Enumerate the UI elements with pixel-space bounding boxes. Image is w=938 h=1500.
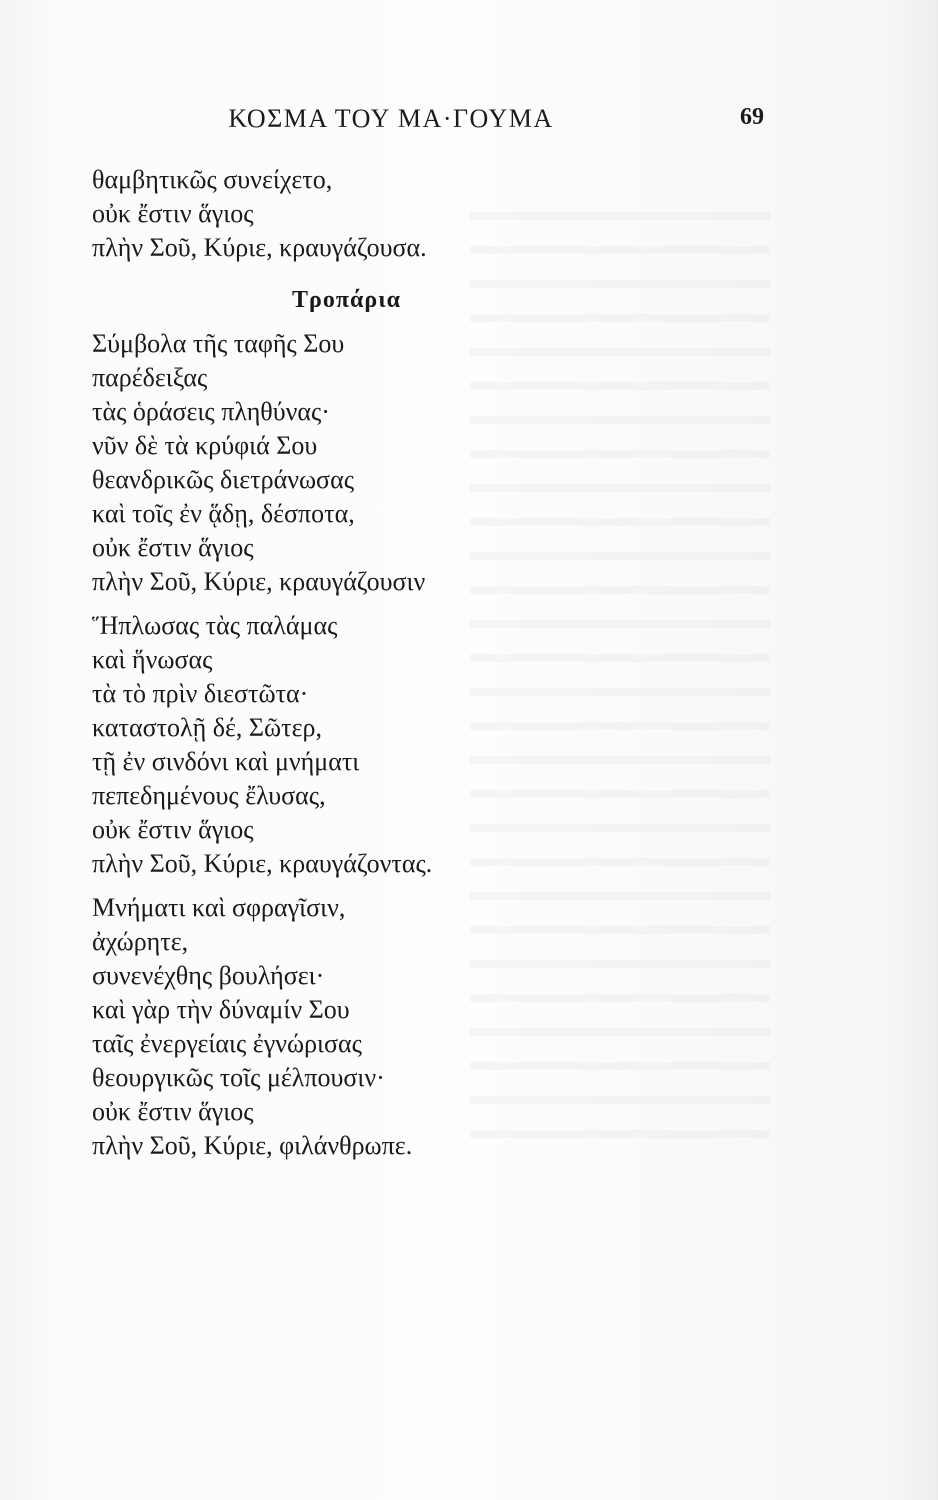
page-number: 69 xyxy=(740,104,764,130)
verse-line: πλὴν Σοῦ, Κύριε, κραυγάζουσα. xyxy=(92,233,427,262)
opening-lines xyxy=(92,163,712,265)
verse-line: καταστολῇ δέ, Σῶτερ, xyxy=(92,713,322,742)
verse-line: οὐκ ἔστιν ἅγιος xyxy=(92,199,254,228)
verse-line: Ἥπλωσας τὰς παλάμας xyxy=(92,611,338,640)
verse-line: καὶ γὰρ τὴν δύναμίν Σου xyxy=(92,995,350,1024)
verse-line: πλὴν Σοῦ, Κύριε, κραυγάζοντας. xyxy=(92,849,433,878)
section-heading: Τροπάρια xyxy=(292,287,402,313)
verse-line: θαμβητικῶς συνείχετο, xyxy=(92,165,333,194)
verse-line: πεπεδημένους ἔλυσας, xyxy=(92,781,326,810)
verse-line: θεουργικῶς τοῖς μέλπουσιν· xyxy=(92,1063,385,1092)
running-title: ΚΟΣΜΑ ΤΟΥ ΜΑ·ΓΟΥΜΑ xyxy=(228,104,554,133)
verse-line: πλὴν Σοῦ, Κύριε, φιλάνθρωπε. xyxy=(92,1131,413,1160)
verse-line: Μνήματι καὶ σφραγῖσιν, xyxy=(92,893,346,922)
verse-line: ἀχώρητε, xyxy=(92,927,189,956)
verse-line: οὐκ ἔστιν ἅγιος xyxy=(92,1097,254,1126)
verse-line: καὶ ἥνωσας xyxy=(92,645,213,674)
verse-line: καὶ τοῖς ἐν ᾅδῃ, δέσποτα, xyxy=(92,499,355,528)
verse-line: τὰς ὁράσεις πληθύνας· xyxy=(92,397,330,426)
verse-line: πλὴν Σοῦ, Κύριε, κραυγάζουσιν xyxy=(92,567,426,596)
verse-line: Σύμβολα τῆς ταφῆς Σου xyxy=(92,329,345,358)
stanza-1 xyxy=(92,327,712,599)
verse-line: θεανδρικῶς διετράνωσας xyxy=(92,465,354,494)
verse-line: νῦν δὲ τὰ κρύφιά Σου xyxy=(92,431,318,460)
running-head xyxy=(0,104,938,138)
verse-line: οὐκ ἔστιν ἅγιος xyxy=(92,533,254,562)
verse-line: τὰ τὸ πρὶν διεστῶτα· xyxy=(92,679,309,708)
verse-line: παρέδειξας xyxy=(92,363,208,392)
verse-line: τῇ ἐν σινδόνι καὶ μνήματι xyxy=(92,747,360,776)
stanza-2 xyxy=(92,609,712,881)
verse-line: ταῖς ἐνεργείαις ἐγνώρισας xyxy=(92,1029,362,1058)
stanza-3 xyxy=(92,891,712,1163)
verse-line: συνενέχθης βουλήσει· xyxy=(92,961,325,990)
verse-line: οὐκ ἔστιν ἅγιος xyxy=(92,815,254,844)
hymn-text xyxy=(92,163,712,1163)
